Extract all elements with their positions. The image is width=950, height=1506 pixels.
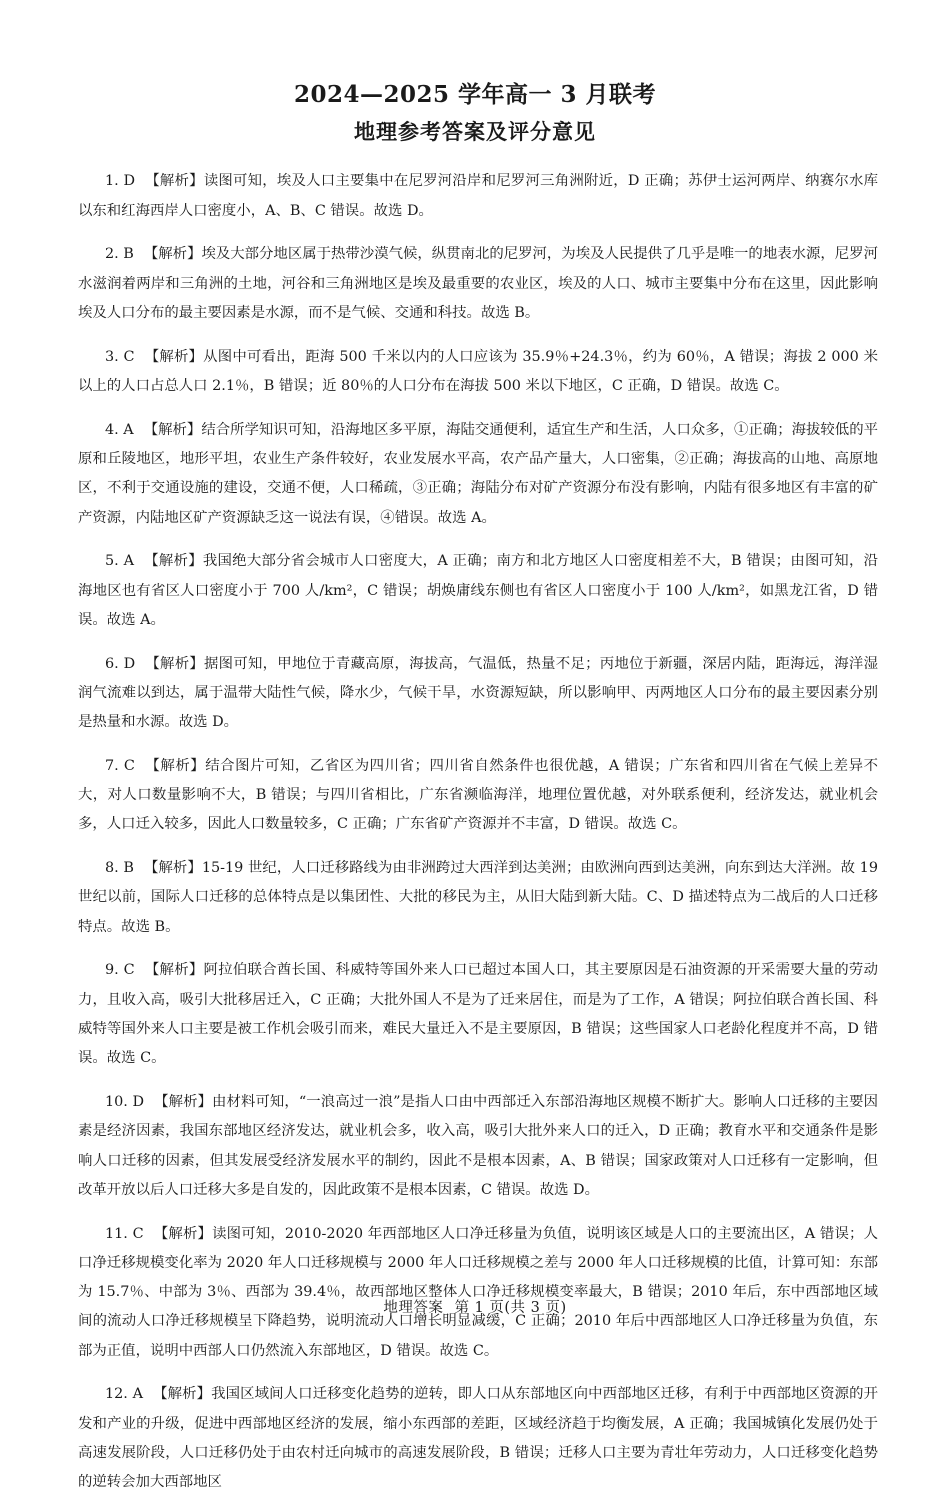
- answer-number: 2. B: [105, 246, 134, 263]
- answer-number: 7. C: [105, 757, 135, 774]
- analysis-tag: 【解析】: [152, 1386, 212, 1403]
- answer-number: 10. D: [105, 1093, 145, 1110]
- page-footer: [0, 1296, 950, 1317]
- answer-item: [78, 416, 878, 533]
- footer-page-number: 第 1 页(共 3 页): [454, 1300, 567, 1316]
- footer-subject: 地理答案: [383, 1300, 444, 1316]
- analysis-tag: 【解析】: [143, 860, 202, 877]
- answer-number: 9. C: [105, 962, 135, 979]
- answer-number: 11. C: [105, 1225, 144, 1242]
- page-title: 2024—2025 学年高一 3 月联考: [293, 81, 657, 108]
- answer-item: [78, 854, 878, 942]
- answer-text: 我国区域间人口迁移变化趋势的逆转，即人口从东部地区向中西部地区迁移，有利于中西部地区资源的开发和产业的升级，促进中西部地区经济的发展，缩小东西部的差距，区域经济趋于均衡发展，A 正确；我国城镇化发展仍处于高速发展阶段，人口迁移仍处于由农村迁向城市的高速发展阶段，B 错误；迁移人口主要为青壮年劳动力，人口迁移变化趋势的逆转会加大西部地区: [78, 1386, 878, 1491]
- answer-number: 4. A: [105, 421, 134, 438]
- analysis-tag: 【解析】: [144, 757, 206, 774]
- analysis-tag: 【解析】: [145, 173, 204, 190]
- answer-text: 15-19 世纪，人口迁移路线为由非洲跨过大西洋到达美洲；由欧洲向西到达美洲，向东到达大洋洲。故 19 世纪以前，国际人口迁移的总体特点是以集团性、大批的移民为主，从旧大陆到新大陆。C、D 描述特点为二战后的人口迁移特点。故选 B。: [78, 860, 878, 935]
- answer-item: [78, 752, 878, 840]
- answer-number: 1. D: [105, 173, 136, 190]
- answer-number: 5. A: [105, 553, 134, 570]
- answer-text: 读图可知，埃及人口主要集中在尼罗河沿岸和尼罗河三角洲附近，D 正确；苏伊士运河两岸、纳赛尔水库以东和红海西岸人口密度小，A、B、C 错误。故选 D。: [78, 173, 878, 219]
- answer-number: 8. B: [105, 860, 134, 877]
- answer-item: [78, 1380, 878, 1497]
- analysis-tag: 【解析】: [143, 421, 202, 438]
- answer-item: [78, 1220, 878, 1366]
- answer-number: 12. A: [105, 1386, 143, 1403]
- answer-text: 埃及大部分地区属于热带沙漠气候，纵贯南北的尼罗河，为埃及人民提供了几乎是唯一的地表水源，尼罗河水滋润着两岸和三角洲的土地，河谷和三角洲地区是埃及最重要的农业区，埃及的人口、城市主要集中分布在这里，因此影响埃及人口分布的最主要因素是水源，而不是气候、交通和科技。故选 B。: [78, 246, 878, 321]
- answer-text: 由材料可知，“一浪高过一浪”是指人口由中西部迁入东部沿海地区规模不断扩大。影响人口迁移的主要因素是经济因素，我国东部地区经济发达，就业机会多，收入高，吸引大批外来人口的迁入，D 正确；教育水平和交通条件是影响人口迁移的因素，但其发展受经济发展水平的制约，因此不是根本因素，A、B 错误；国家政策对人口迁移有一定影响，但改革开放以后人口迁移大多是自发的，因此政策不是根本因素，C 错误。故选 D。: [78, 1093, 878, 1198]
- analysis-tag: 【解析】: [145, 655, 205, 672]
- answer-number: 6. D: [105, 655, 136, 672]
- answer-item: [78, 650, 878, 738]
- answer-text: 据图可知，甲地位于青藏高原，海拔高，气温低，热量不足；丙地位于新疆，深居内陆，距海远，海洋湿润气流难以到达，属于温带大陆性气候，降水少，气候干旱，水资源短缺，所以影响甲、丙两地区人口分布的最主要因素分别是热量和水源。故选 D。: [78, 655, 878, 731]
- analysis-tag: 【解析】: [144, 962, 204, 979]
- answer-text: 阿拉伯联合酋长国、科威特等国外来人口已超过本国人口，其主要原因是石油资源的开采需要大量的劳动力，且收入高，吸引大批移居迁入，C 正确；大批外国人不是为了迁来居住，而是为了工作，A 错误；阿拉伯联合酋长国、科威特等国外来人口主要是被工作机会吸引而来，难民大量迁入不是主要原因，B 错误；这些国家人口老龄化程度并不高，D 错误。故选 C。: [78, 962, 878, 1067]
- analysis-tag: 【解析】: [144, 348, 204, 365]
- answer-text: 结合所学知识可知，沿海地区多平原，海陆交通便利，适宜生产和生活，人口众多，①正确；海拔较低的平原和丘陵地区，地形平坦，农业生产条件较好，农业发展水平高，农产品产量大，人口密集，②正确；海拔高的山地、高原地区，不利于交通设施的建设，交通不便，人口稀疏，③正确；海陆分布对矿产资源分布没有影响，内陆有很多地区有丰富的矿产资源，内陆地区矿产资源缺乏这一说法有误，④错误。故选 A。: [78, 421, 878, 526]
- answer-item: [78, 547, 878, 635]
- analysis-tag: 【解析】: [143, 246, 202, 263]
- analysis-tag: 【解析】: [153, 1225, 213, 1242]
- answer-text: 结合图片可知，乙省区为四川省；四川省自然条件也很优越，A 错误；广东省和四川省在气候上差异不大，对人口数量影响不大，B 错误；与四川省相比，广东省濒临海洋，地理位置优越，对外联系便利，经济发达，就业机会多，人口迁入较多，因此人口数量较多，C 正确；广东省矿产资源并不丰富，D 错误。故选 C。: [78, 757, 878, 833]
- answer-text: 读图可知，2010-2020 年西部地区人口净迁移量为负值，说明该区域是人口的主要流出区，A 错误；人口净迁移规模变化率为 2020 年人口迁移规模与 2000 年人口迁移规模之差与 2000 年人口迁移规模的比值，计算可知：东部为 15.7％、中部为 3％、西部为 39.4％，故西部地区整体人口净迁移规模变率最大，B 错误；2010 年后，东中西部地区域间的流动人口净迁移规模呈下降趋势，说明流动人口增长明显减缓，C 正确；2010 年后中西部地区人口净迁移量为负值，东部为正值，说明中西部人口仍然流入东部地区，D 错误。故选 C。: [78, 1225, 879, 1359]
- answer-text: 从图中可看出，距海 500 千米以内的人口应该为 35.9％+24.3％，约为 60％，A 错误；海拔 2 000 米以上的人口占总人口 2.1％，B 错误；近 80％的人口分布在海拔 500 米以下地区，C 正确，D 错误。故选 C。: [78, 348, 878, 394]
- answer-item: [78, 956, 878, 1073]
- analysis-tag: 【解析】: [154, 1093, 213, 1110]
- answer-item: [78, 240, 878, 328]
- answer-text: 我国绝大部分省会城市人口密度大，A 正确；南方和北方地区人口密度相差不大，B 错误；由图可知，沿海地区也有省区人口密度小于 700 人/km²，C 错误；胡焕庸线东侧也有省区人口密度小于 100 人/km²，如黑龙江省，D 错误。故选 A。: [78, 553, 878, 628]
- answer-item: [78, 343, 878, 402]
- answer-item: [78, 167, 878, 226]
- page-subtitle: 地理参考答案及评分意见: [354, 119, 596, 144]
- answer-number: 3. C: [105, 348, 135, 365]
- analysis-tag: 【解析】: [143, 553, 203, 570]
- answer-item: [78, 1088, 878, 1205]
